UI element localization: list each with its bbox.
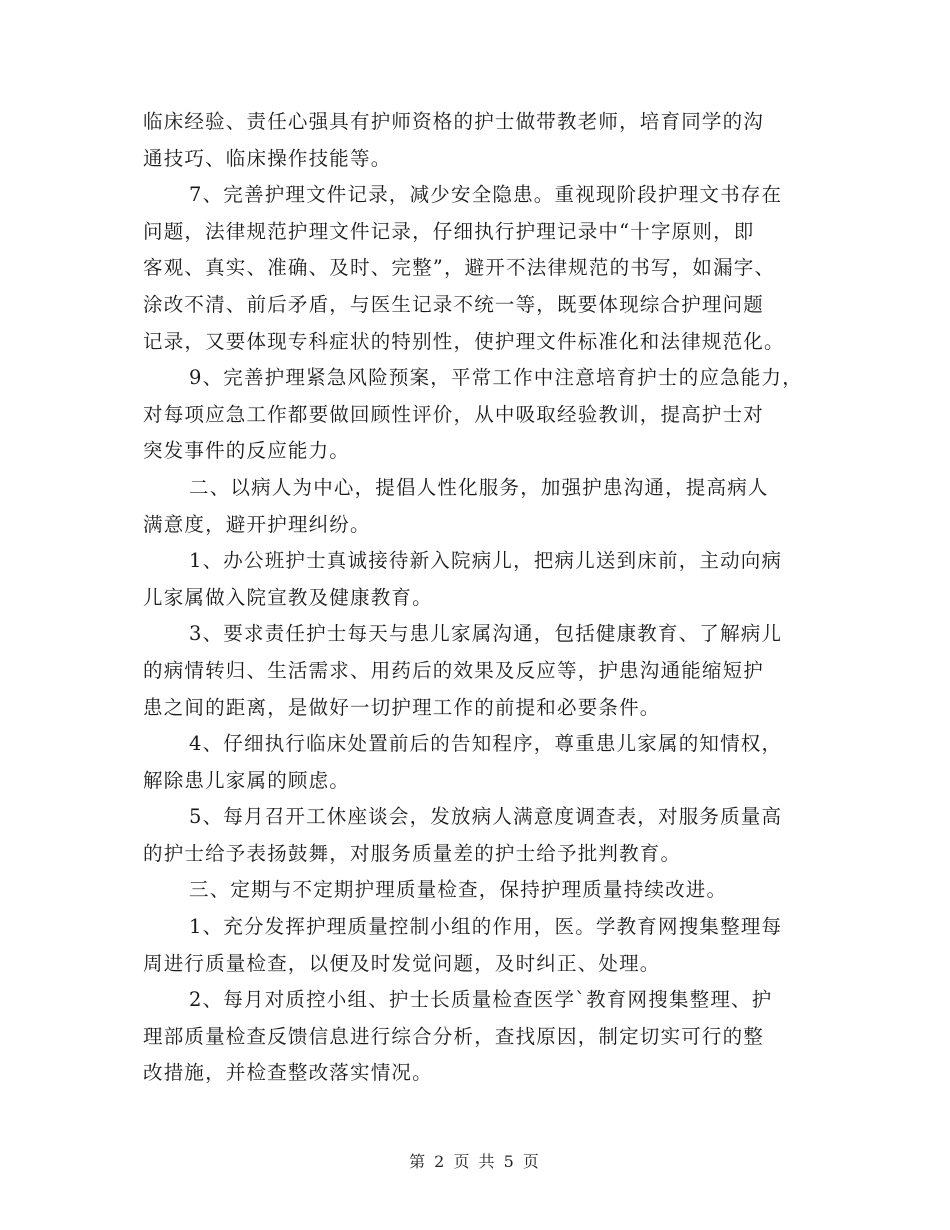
- text-line: 的护士给予表扬鼓舞，对服务质量差的护士给予批判教育。: [143, 841, 682, 865]
- text-line: 解除患儿家属的顾虑。: [143, 768, 351, 792]
- paragraph: [143, 909, 823, 982]
- text-line: 二、以病人为中心，提倡人性化服务，加强护患沟通，提高病人: [189, 475, 769, 499]
- paragraph: [143, 104, 823, 177]
- text-line: 3、要求责任护士每天与患儿家属沟通，包括健康教育、了解病儿: [189, 622, 783, 646]
- text-line: 儿家属做入院宣教及健康教育。: [143, 585, 433, 609]
- text-line: 的病情转归、生活需求、用药后的效果及反应等，护患沟通能缩短护: [143, 658, 765, 682]
- text-line: 4、仔细执行临床处置前后的告知程序，尊重患儿家属的知情权，: [189, 732, 783, 756]
- text-line: 临床经验、责任心强具有护师资格的护士做带教老师，培育同学的沟: [143, 110, 765, 133]
- text-line: 涂改不清、前后矛盾，与医生记录不统一等，既要体现综合护理问题: [143, 292, 765, 316]
- text-line: 三、定期与不定期护理质量检查，保持护理质量持续改进。: [189, 878, 728, 902]
- text-line: 通技巧、临床操作技能等。: [143, 146, 392, 170]
- text-line: 1、充分发挥护理质量控制小组的作用，医。学教育网搜集整理每: [189, 915, 783, 939]
- page-indicator: 第 2 页 共 5 页: [409, 1152, 541, 1171]
- text-line: 突发事件的反应能力。: [143, 439, 351, 463]
- paragraph: [143, 177, 823, 360]
- text-line: 记录，又要体现专科症状的特别性，使护理文件标准化和法律规范化。: [143, 329, 785, 353]
- text-line: 问题，法律规范护理文件记录，仔细执行护理记录中“十字原则，即: [143, 219, 755, 243]
- text-line: 满意度，避开护理纠纷。: [143, 512, 371, 536]
- document-body: [143, 104, 823, 1092]
- paragraph: [143, 872, 823, 909]
- paragraph: [143, 470, 823, 543]
- paragraph: [143, 726, 823, 799]
- page-footer: [0, 1149, 950, 1172]
- paragraph: [143, 360, 823, 470]
- text-line: 改措施，并检查整改落实情况。: [143, 1061, 433, 1085]
- text-line: 周进行质量检查，以便及时发觉问题，及时纠正、处理。: [143, 951, 661, 975]
- text-line: 5、每月召开工休座谈会，发放病人满意度调查表，对服务质量高: [189, 805, 783, 829]
- paragraph: [143, 543, 823, 616]
- text-line: 9、完善护理紧急风险预案，平常工作中注意培育护士的应急能力，: [189, 366, 803, 390]
- text-line: 对每项应急工作都要做回顾性评价，从中吸取经验教训，提高护士对: [143, 402, 765, 426]
- paragraph: [143, 799, 823, 872]
- text-line: 2、每月对质控小组、护士长质量检查医学`教育网搜集整理、护: [189, 988, 773, 1012]
- text-line: 客观、真实、准确、及时、完整”，避开不法律规范的书写，如漏字、: [143, 256, 776, 280]
- text-line: 患之间的距离，是做好一切护理工作的前提和必要条件。: [143, 695, 661, 719]
- text-line: 7、完善护理文件记录，减少安全隐患。重视现阶段护理文书存在: [189, 183, 783, 207]
- paragraph: [143, 616, 823, 726]
- text-line: 理部质量检查反馈信息进行综合分析，查找原因，制定切实可行的整: [143, 1024, 765, 1048]
- text-line: 1、办公班护士真诚接待新入院病儿，把病儿送到床前，主动向病: [189, 549, 783, 573]
- paragraph: [143, 982, 823, 1092]
